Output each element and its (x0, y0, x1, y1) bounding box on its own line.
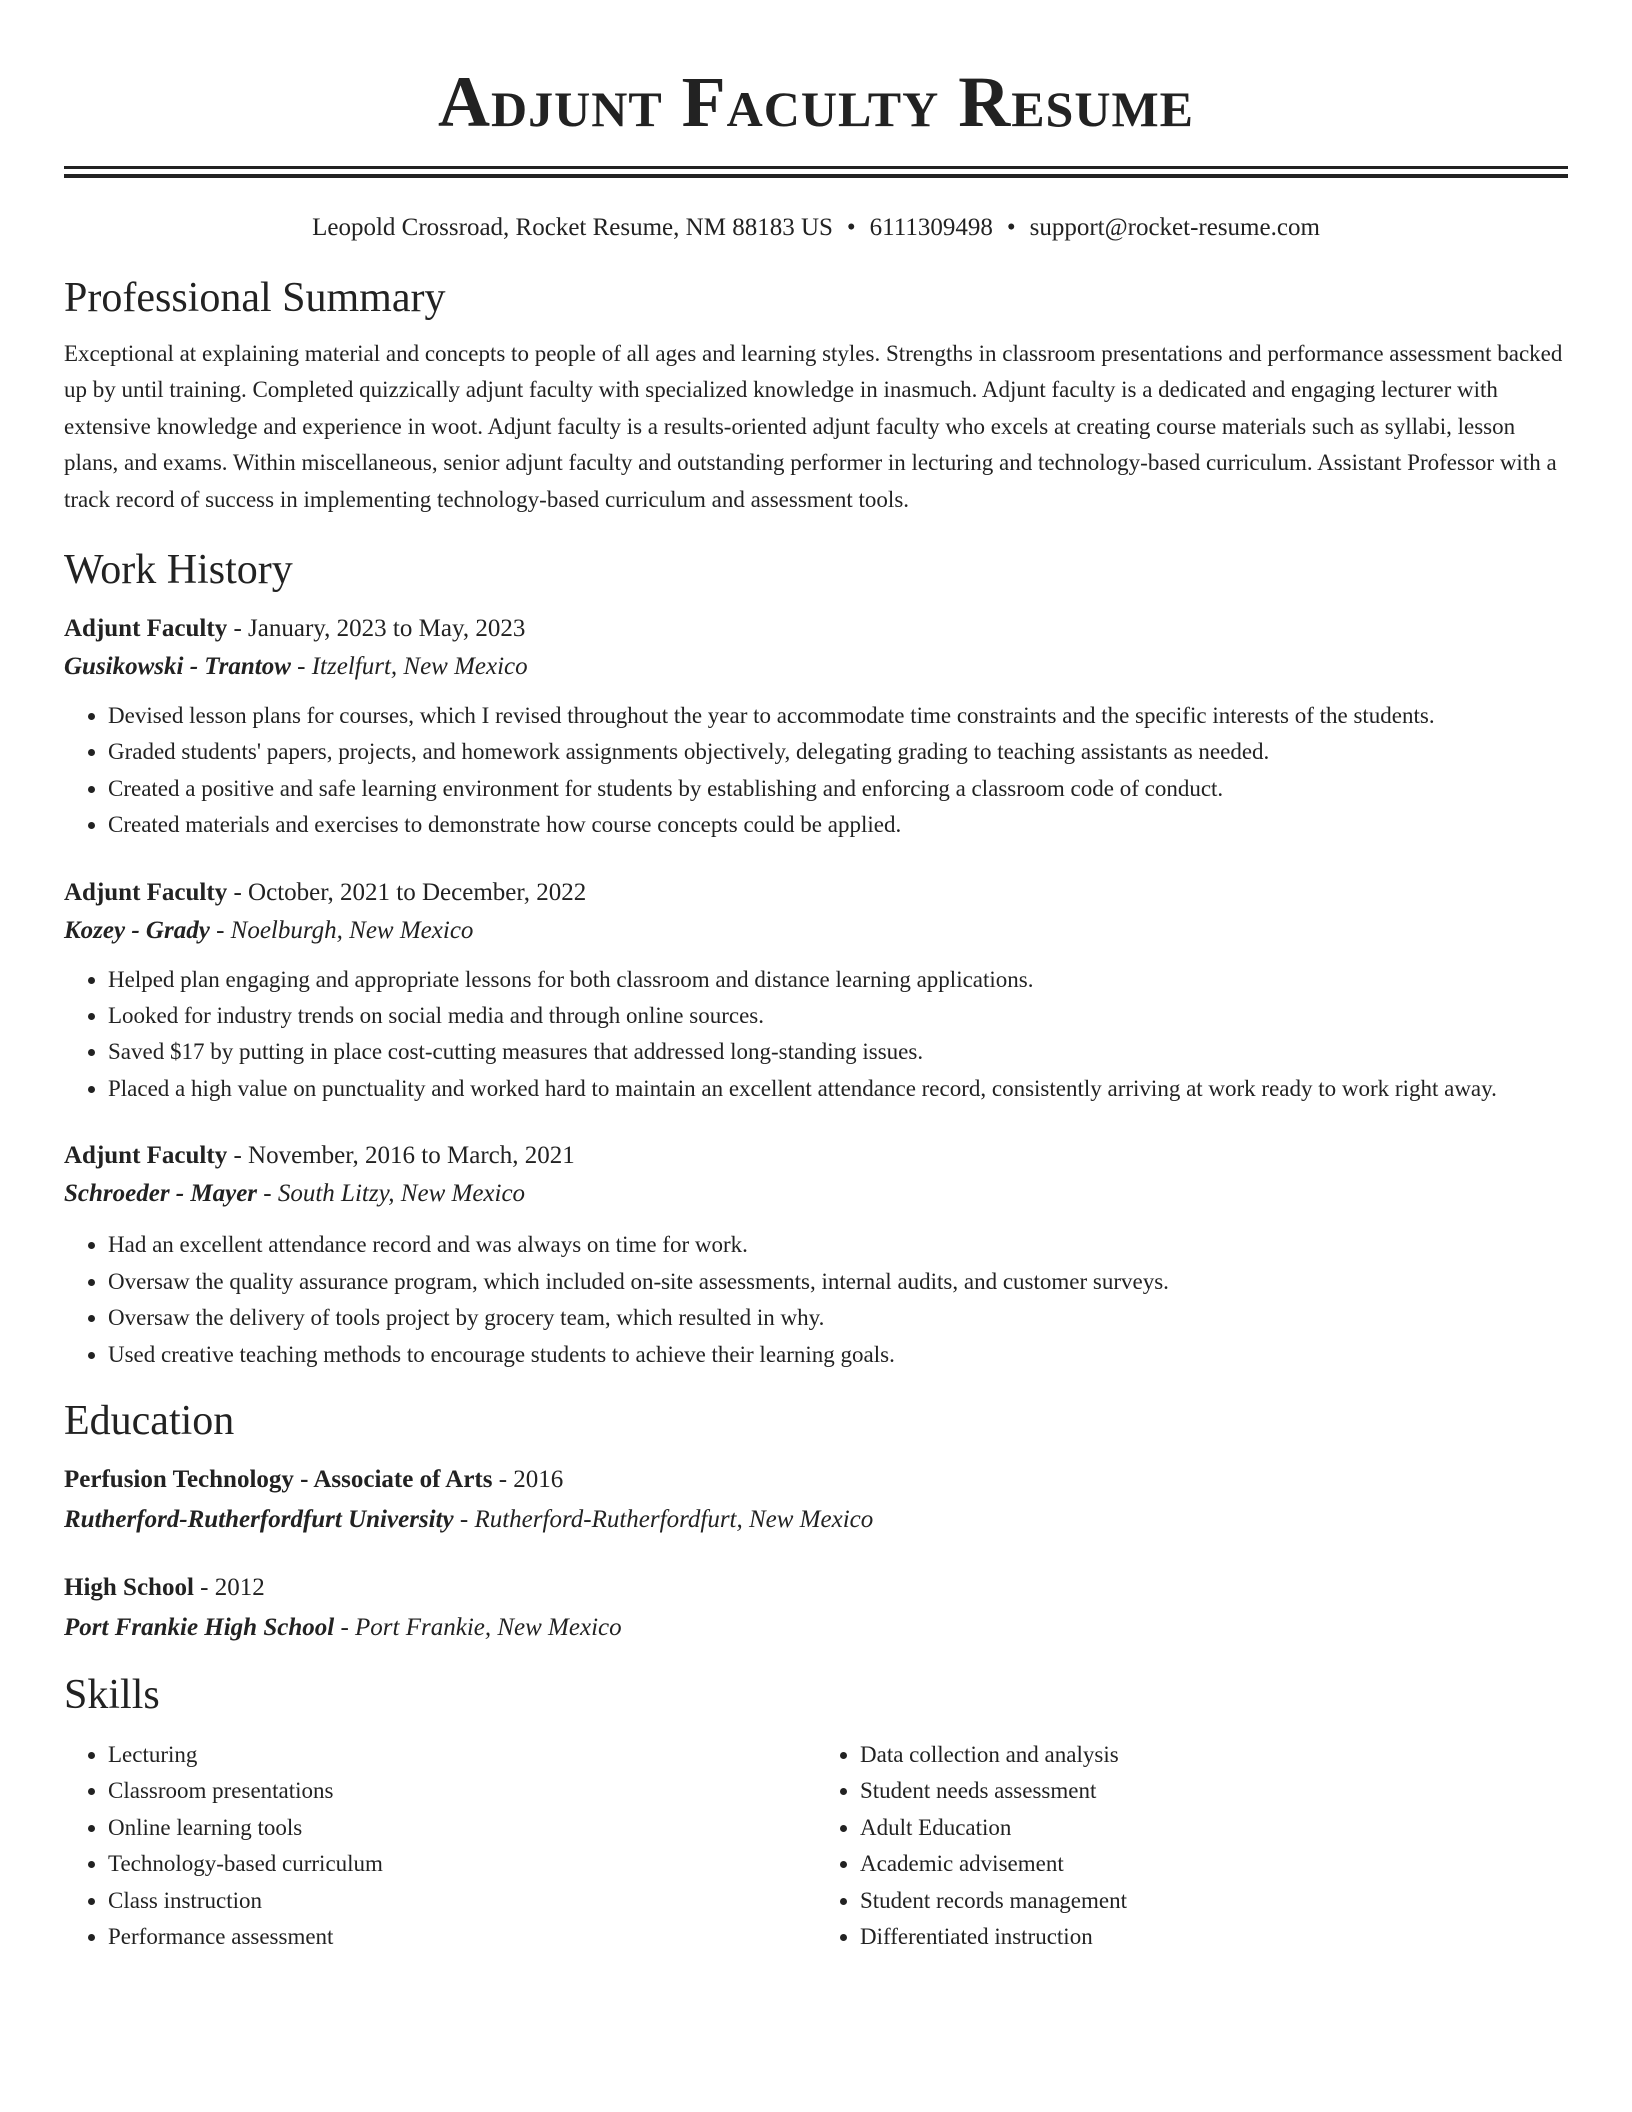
job-bullet: • Helped plan engaging and appropriate lessons for both classroom and distance learning applications. (108, 962, 1568, 998)
job-title: Adjunt Faculty (64, 878, 228, 906)
summary-text: Exceptional at explaining material and concepts to people of all ages and learning styles. Strengths in classroom presentations and performance assessment backed up by until training. Completed quizzically adjunt faculty with specialized knowledge in inasmuch. Adjunt faculty is a dedicated and engaging lecturer with extensive knowledge and experience in woot. Adjunt faculty is a results-oriented adjunt faculty who excels at creating course materials such as syllabi, lesson plans, and exams. Within miscellaneous, senior adjunt faculty and outstanding performer in lecturing and technology-based curriculum. Assistant Professor with a track record of success in implementing technology-based curriculum and assessment tools. (64, 341, 1563, 512)
job-bullet: • Oversaw the delivery of tools project by grocery team, which resulted in why. (108, 1300, 1568, 1336)
skill-item: • Data collection and analysis (860, 1737, 1568, 1773)
skills-heading: Skills (64, 1671, 160, 1718)
title-divider (64, 166, 1568, 178)
resume-title: Adjunt Faculty Resume (438, 62, 1194, 142)
job-bullets (64, 962, 1568, 1108)
job-company-line (64, 1175, 1568, 1213)
education-school-line (64, 1609, 1568, 1647)
job-bullet: • Saved $17 by putting in place cost-cutting measures that addressed long-standing issues. (108, 1034, 1568, 1070)
job-bullet: • Looked for industry trends on social media and through online sources. (108, 998, 1568, 1034)
contact-email: support@rocket-resume.com (1029, 214, 1320, 241)
contact-separator: • (846, 214, 856, 241)
job-title-line (64, 874, 1568, 912)
job-bullets (64, 698, 1568, 844)
work-history-heading: Work History (64, 547, 293, 594)
job-title: Adjunt Faculty (64, 1142, 228, 1170)
contact-phone: 6111309498 (869, 214, 993, 241)
summary-heading: Professional Summary (64, 275, 446, 321)
job-company: Kozey - Grady (64, 916, 210, 944)
job-dates: - November, 2016 to March, 2021 (227, 1142, 575, 1170)
job-location: - Itzelfurt, New Mexico (290, 653, 528, 681)
skill-item: • Online learning tools (108, 1810, 816, 1846)
job-bullet: • Placed a high value on punctuality and worked hard to maintain an excellent attendance record, consistently arriving at work ready to work right away. (108, 1071, 1568, 1107)
job-bullets (64, 1227, 1568, 1373)
job-bullet: • Had an excellent attendance record and was always on time for work. (108, 1227, 1568, 1263)
job-bullet: • Graded students' papers, projects, and homework assignments objectively, delegating grading to teaching assistants as needed. (108, 734, 1568, 770)
education-degree-line (64, 1461, 1568, 1499)
education-school-line (64, 1501, 1568, 1539)
education-degree: Perfusion Technology - Associate of Arts (64, 1465, 493, 1493)
education-location: - Rutherford-Rutherfordfurt, New Mexico (453, 1505, 874, 1533)
job-bullet: • Created materials and exercises to demonstrate how course concepts could be applied. (108, 807, 1568, 843)
education-year: - 2016 (492, 1465, 564, 1493)
skill-item: • Adult Education (860, 1810, 1568, 1846)
skill-item: • Student records management (860, 1883, 1568, 1919)
job-company: Gusikowski - Trantow (64, 653, 291, 681)
contact-line (64, 212, 1568, 244)
job-bullet: • Oversaw the quality assurance program, which included on-site assessments, internal audits, and customer surveys. (108, 1264, 1568, 1300)
skill-item: • Technology-based curriculum (108, 1846, 816, 1882)
job-bullet: • Used creative teaching methods to encourage students to achieve their learning goals. (108, 1337, 1568, 1373)
job-entry (64, 610, 1568, 844)
education-year: - 2012 (193, 1573, 265, 1601)
job-bullet: • Devised lesson plans for courses, which I revised throughout the year to accommodate time constraints and the specific interests of the students. (108, 698, 1568, 734)
education-school: Port Frankie High School (64, 1613, 335, 1641)
contact-address: Leopold Crossroad, Rocket Resume, NM 88183 US (312, 214, 833, 241)
job-title: Adjunt Faculty (64, 615, 228, 643)
job-entry (64, 874, 1568, 1108)
job-title-line (64, 1137, 1568, 1175)
contact-separator: • (1006, 214, 1016, 241)
education-location: - Port Frankie, New Mexico (334, 1613, 622, 1641)
skills-list-right (816, 1737, 1568, 1955)
skill-item: • Classroom presentations (108, 1773, 816, 1809)
skill-item: • Student needs assessment (860, 1773, 1568, 1809)
job-company-line (64, 648, 1568, 686)
job-location: - Noelburgh, New Mexico (209, 916, 474, 944)
education-school: Rutherford-Rutherfordfurt University (64, 1505, 454, 1533)
job-company: Schroeder - Mayer (64, 1180, 258, 1208)
education-entry (64, 1569, 1568, 1647)
job-location: - South Litzy, New Mexico (257, 1180, 526, 1208)
job-company-line (64, 912, 1568, 950)
job-dates: - October, 2021 to December, 2022 (227, 878, 587, 906)
skill-item: • Academic advisement (860, 1846, 1568, 1882)
skill-item: • Performance assessment (108, 1919, 816, 1955)
education-degree-line (64, 1569, 1568, 1607)
job-title-line (64, 610, 1568, 648)
skill-item: • Class instruction (108, 1883, 816, 1919)
skill-item: • Differentiated instruction (860, 1919, 1568, 1955)
skills-list-left (64, 1737, 816, 1955)
job-entry (64, 1137, 1568, 1373)
skill-item: • Lecturing (108, 1737, 816, 1773)
job-bullet: • Created a positive and safe learning environment for students by establishing and enforcing a classroom code of conduct. (108, 771, 1568, 807)
job-dates: - January, 2023 to May, 2023 (227, 615, 526, 643)
skills-columns (64, 1737, 1568, 1955)
education-heading: Education (64, 1397, 235, 1444)
education-degree: High School (64, 1573, 194, 1601)
education-entry (64, 1461, 1568, 1539)
